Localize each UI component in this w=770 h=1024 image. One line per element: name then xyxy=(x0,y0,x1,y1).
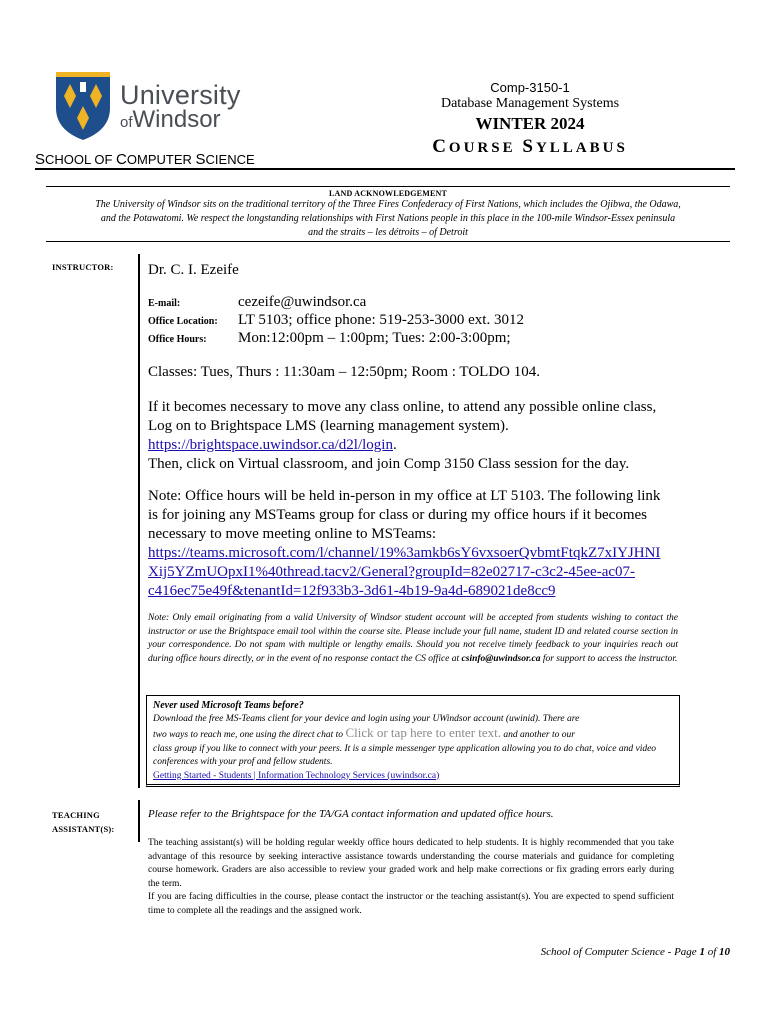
online-line-2: Log on to Brightspace LMS (learning management system). xyxy=(148,418,509,434)
land-line-2: and the Potawatomi. We respect the longstanding relationships with First Nations people in this place in the 100-mile Windsor-Essex peninsula xyxy=(100,213,676,224)
teaching-assistants-label: TEACHING ASSISTANT(S): xyxy=(52,810,115,834)
cs-office-email[interactable]: csinfo@uwindsor.ca xyxy=(461,653,541,664)
page-number: 1 xyxy=(699,946,705,958)
land-acknowledgement-title: LAND ACKNOWLEDGEMENT xyxy=(328,189,447,198)
teams-info-box xyxy=(146,695,680,787)
land-line-1: The University of Windsor sits on the traditional territory of the Three Fires Confederacy of First Nations, which includes the Ojibwa, the Odawa, xyxy=(95,199,681,210)
term: WINTER 2024 xyxy=(475,114,585,133)
teams-box-line-3: class group if you like to connect with your peers. It is a simple messenger type application allowing you to do chat, voice and video conferences with your prof and fellow students. xyxy=(153,743,657,767)
note-line-3: necessary to move meeting online to MSTeams: xyxy=(148,526,437,542)
online-line-4: Then, click on Virtual classroom, and join Comp 3150 Class session for the day. xyxy=(148,456,630,472)
logo-windsor-text: ofWindsor xyxy=(120,106,221,133)
teams-link-line-2[interactable]: Xij5YZmUOpxI1%40thread.tacv2/General?groupId=82e02717-c3c2-45ee-ac07- xyxy=(148,564,636,580)
instructor-label: INSTRUCTOR: xyxy=(52,262,114,272)
teams-link-line-1[interactable]: https://teams.microsoft.com/l/channel/19%3amkb6sY6vxsoerQvbmtFtqkZ7xIYJHNI xyxy=(148,545,661,561)
header-divider xyxy=(35,168,735,170)
office-location-label: Office Location: xyxy=(148,316,218,327)
getting-started-link[interactable]: Getting Started - Students | Information Technology Services (uwindsor.ca) xyxy=(153,770,440,781)
online-class-paragraph xyxy=(148,398,708,474)
note-line-1: Note: Office hours will be held in-person in my office at LT 5103. The following link xyxy=(148,488,661,504)
page-footer: School of Computer Science - Page 1 of 10 xyxy=(540,946,730,958)
syllabus-heading: COURSE SYLLABUS xyxy=(432,136,628,157)
email-policy-note: Note: Only email originating from a valid University of Windsor student account will be accepted from students wishing to contact the instructor or use the Brightspace email tool within the course site. Please include your full name, student ID and related course section in your correspondence. Do not spam with multiple or lengthy emails. Should you not receive timely feedback to your inquiries reach out during office hours directly, or in the event of no response contact the CS office at csinfo@uwindsor.ca for support to access the instructor. xyxy=(148,613,678,664)
note-line-2: is for joining any MSTeams group for class or during my office hours if it becomes xyxy=(148,507,647,523)
teams-box-line-2: two ways to reach me, one using the direct chat to Click or tap here to enter text. and another to our xyxy=(153,725,575,740)
office-location: LT 5103; office phone: 519-253-3000 ext. 3012 xyxy=(238,312,524,328)
course-name: Database Management Systems xyxy=(440,96,620,111)
instructor-name: Dr. C. I. Ezeife xyxy=(148,262,239,278)
ta-paragraph-2: If you are facing difficulties in the course, please contact the instructor or the teaching assistant(s). You are expected to spend sufficient time to complete all the readings and the assigned work. xyxy=(148,892,674,916)
online-line-1: If it becomes necessary to move any class online, to attend any possible online class, xyxy=(148,399,657,415)
ta-description xyxy=(148,837,674,918)
land-acknowledgement xyxy=(46,186,730,242)
course-code: Comp-3150-1 xyxy=(490,80,570,95)
instructor-email[interactable]: cezeife@uwindsor.ca xyxy=(238,294,367,310)
brightspace-link[interactable]: https://brightspace.uwindsor.ca/d2l/login xyxy=(148,437,393,453)
office-hours-note xyxy=(148,487,708,601)
link-suffix: . xyxy=(392,437,397,453)
page-total: 10 xyxy=(719,946,730,958)
land-line-3: and the straits – les détroits – of Detroit xyxy=(308,227,468,238)
email-label: E-mail: xyxy=(148,298,181,309)
office-hours-label: Office Hours: xyxy=(148,334,207,345)
instructor-divider xyxy=(138,254,140,788)
logo-university-text: University xyxy=(120,80,241,110)
ta-paragraph-1: The teaching assistant(s) will be holding regular weekly office hours dedicated to help students. It is highly recommended that you take advantage of this resource by seeking interactive assistance towards understanding the course materials and guidance for completing course homework. Graders are also accessible to review your graded work and help make corrections or fix grading errors early during the term. xyxy=(148,838,674,889)
teams-box-line-1: Download the free MS-Teams client for your device and login using your UWindsor account (uwinid). There are xyxy=(153,713,580,724)
uwindsor-shield-icon xyxy=(52,68,114,142)
ta-divider xyxy=(138,800,140,842)
teams-box-title: Never used Microsoft Teams before? xyxy=(153,700,304,711)
teams-link-line-3[interactable]: c416ec75e49f&tenantId=12f933b3-3d61-4b19-9a4d-689021de8cc9 xyxy=(148,583,556,599)
ta-reference: Please refer to the Brightspace for the TA/GA contact information and updated office hours. xyxy=(148,808,554,820)
office-hours: Mon:12:00pm – 1:00pm; Tues: 2:00-3:00pm; xyxy=(238,330,511,346)
class-schedule: Classes: Tues, Thurs : 11:30am – 12:50pm; Room : TOLDO 104. xyxy=(148,364,540,380)
school-name: SCHOOL OF COMPUTER SCIENCE xyxy=(35,151,255,168)
chat-placeholder-field[interactable]: Click or tap here to enter text. xyxy=(345,725,502,740)
